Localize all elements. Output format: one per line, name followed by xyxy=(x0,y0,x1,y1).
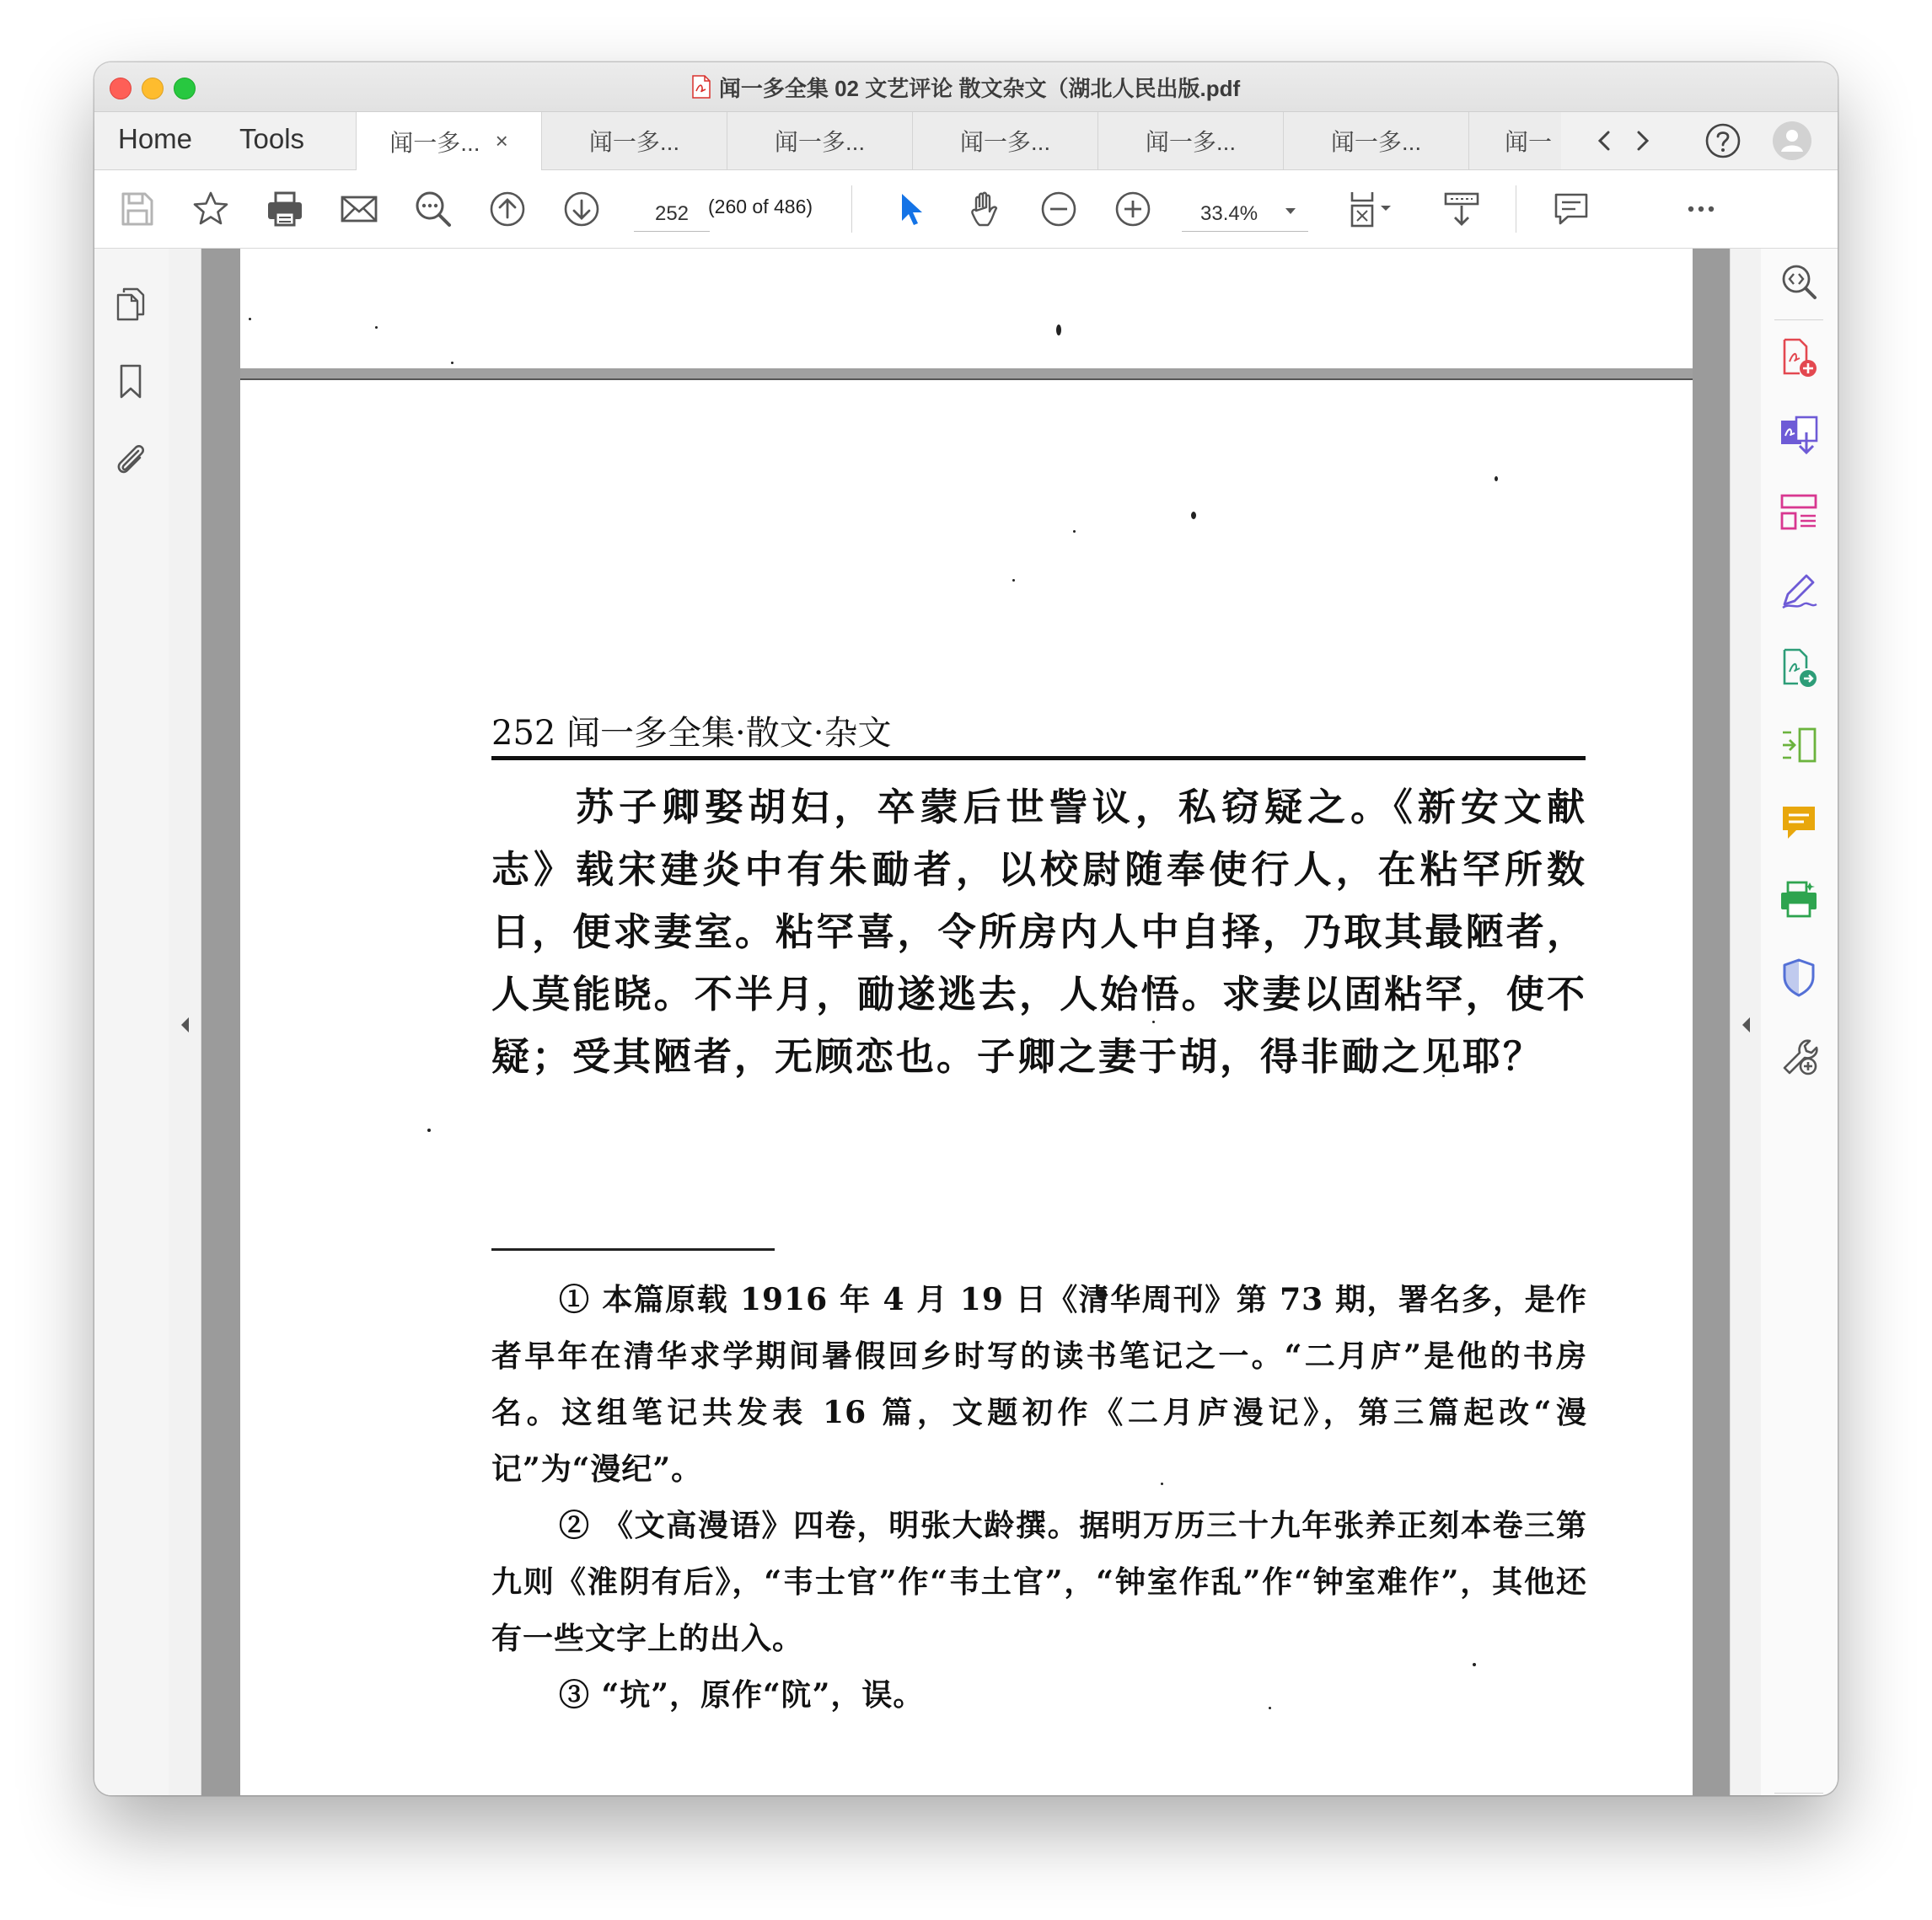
toolbar-divider xyxy=(851,185,852,233)
create-pdf-icon[interactable] xyxy=(1778,336,1820,378)
body-paragraph: 苏子卿娶胡妇，卒蒙后世訾议，私窃疑之。《新安文献志》载宋建炎中有朱勔者，以校尉随奉使行人，在粘罕所数日，便求妻室。粘罕喜，令所房内人中自择，乃取其最陋者，人莫能晓。不半月，勔遂逃去，人始悟。求妻以固粘罕，使不疑；受其陋者，无顾恋也。子卿之妻于胡，得非勔之见耶？ xyxy=(491,785,1587,1079)
zoom-in-icon[interactable] xyxy=(1113,189,1153,229)
organize-pages-icon[interactable] xyxy=(1778,491,1820,534)
document-viewer[interactable] xyxy=(201,249,1730,1795)
footnote-1: ① 本篇原载 1916 年 4 月 19 日《清华周刊》第 73 期，署名多，是作者早年在清华求学期间暑假回乡时写的读书笔记之一。“二月庐”是他的书房名。这组笔记共发表 16 篇，文题初作《二月庐漫记》，第三篇起改“漫记”为“漫纪”。 xyxy=(491,1282,1587,1487)
find-text-icon[interactable] xyxy=(413,189,453,229)
document-tab-5[interactable] xyxy=(1097,112,1283,169)
page-count-label: (260 of 486) xyxy=(708,196,813,217)
pages-icon[interactable] xyxy=(111,284,150,323)
edit-pdf-icon[interactable] xyxy=(1778,646,1820,689)
tools-divider xyxy=(1774,319,1823,320)
document-tab-3[interactable] xyxy=(727,112,912,169)
bookmark-icon[interactable] xyxy=(111,362,150,400)
footnotes-block xyxy=(491,1272,1587,1724)
document-tab-label: 闻一多... xyxy=(959,129,1051,155)
next-page-icon[interactable] xyxy=(561,189,602,229)
document-tab-label: 闻一多... xyxy=(1145,129,1237,155)
document-tab-label: 闻一多... xyxy=(588,129,680,155)
user-avatar-icon[interactable] xyxy=(1772,121,1812,161)
protect-icon[interactable] xyxy=(1778,957,1820,999)
right-tools-panel xyxy=(1761,249,1838,1795)
more-options-icon[interactable] xyxy=(1681,189,1721,229)
export-pdf-icon[interactable] xyxy=(1778,414,1820,456)
zoom-level-value: 33.4% xyxy=(1200,202,1258,225)
star-icon[interactable] xyxy=(191,189,231,229)
tools-divider xyxy=(1774,1793,1823,1794)
previous-page-icon[interactable] xyxy=(487,189,528,229)
page-number-input[interactable]: 252 xyxy=(634,190,710,232)
page-running-header: 252 闻一多全集·散文·杂文 xyxy=(491,714,892,753)
document-tab-label: 闻一多... xyxy=(1330,129,1422,155)
select-cursor-icon[interactable] xyxy=(890,189,931,229)
zoom-search-icon[interactable] xyxy=(1778,260,1820,303)
compress-icon[interactable] xyxy=(1778,724,1820,766)
page-separator xyxy=(240,368,1693,378)
chevron-right-icon[interactable] xyxy=(1625,124,1659,158)
header-rule xyxy=(491,756,1586,760)
viewer-gutter-left xyxy=(201,249,240,1795)
document-tab-4[interactable] xyxy=(912,112,1097,169)
page-fit-icon[interactable] xyxy=(1347,189,1394,229)
document-tab-label: 闻一多... xyxy=(389,129,480,156)
footnote-2: ② 《文高漫语》四卷，明张大龄撰。据明万历三十九年张养正刻本卷三第九则《淮阴有后》，“韦士官”作“韦土官”，“钟室作乱”作“钟室难作”，其他还有一些文字上的出入。 xyxy=(491,1508,1587,1656)
left-panel-collapse-bar[interactable] xyxy=(169,249,201,1795)
collapse-left-icon[interactable] xyxy=(179,1016,191,1034)
window-title-group xyxy=(94,62,1838,111)
help-icon[interactable] xyxy=(1704,122,1741,159)
title-bar xyxy=(94,62,1838,112)
print-icon[interactable] xyxy=(265,189,305,229)
scroll-mode-icon[interactable] xyxy=(1441,189,1482,229)
previous-page-bottom xyxy=(240,249,1693,368)
hand-tool-icon[interactable] xyxy=(964,189,1005,229)
footnote-3: ③ “坑”，原作“阬”，误。 xyxy=(559,1677,925,1713)
save-icon[interactable] xyxy=(116,189,157,229)
document-tab-7[interactable] xyxy=(1468,112,1561,169)
zoom-out-icon[interactable] xyxy=(1038,189,1079,229)
collapse-right-icon[interactable] xyxy=(1740,1016,1752,1034)
pdf-page xyxy=(240,378,1693,1795)
fill-sign-icon[interactable] xyxy=(1778,569,1820,611)
document-tab-label: 闻一多... xyxy=(774,129,866,155)
tab-bar xyxy=(94,112,1838,170)
tab-home[interactable]: Home xyxy=(118,123,193,154)
zoom-level-dropdown[interactable] xyxy=(1182,190,1308,232)
right-panel-collapse-bar[interactable] xyxy=(1730,249,1761,1795)
email-icon[interactable] xyxy=(339,189,379,229)
document-tab-label: 闻一 xyxy=(1505,129,1553,155)
acrobat-window xyxy=(94,62,1838,1795)
document-tab-2[interactable] xyxy=(541,112,727,169)
viewer-gutter-right xyxy=(1693,249,1730,1795)
tab-tools[interactable]: Tools xyxy=(239,123,305,154)
chevron-left-icon[interactable] xyxy=(1588,124,1622,158)
left-navigation-panel xyxy=(94,249,169,1795)
body-text-block xyxy=(491,776,1587,1088)
tab-close-icon[interactable]: × xyxy=(495,128,508,153)
attachment-icon[interactable] xyxy=(111,439,150,478)
caret-down-icon xyxy=(1285,207,1296,216)
window-title: 闻一多全集 02 文艺评论 散文杂文（湖北人民出版.pdf xyxy=(718,75,1241,101)
comment-tool-icon[interactable] xyxy=(1551,189,1591,229)
pdf-file-icon xyxy=(692,75,711,99)
main-toolbar xyxy=(94,170,1838,249)
more-tools-icon[interactable] xyxy=(1778,1034,1820,1076)
footnote-rule xyxy=(491,1248,775,1251)
comment-icon[interactable] xyxy=(1778,802,1820,844)
document-tab-6[interactable] xyxy=(1283,112,1468,169)
document-tab-1[interactable] xyxy=(356,112,541,170)
print-production-icon[interactable] xyxy=(1778,879,1820,921)
